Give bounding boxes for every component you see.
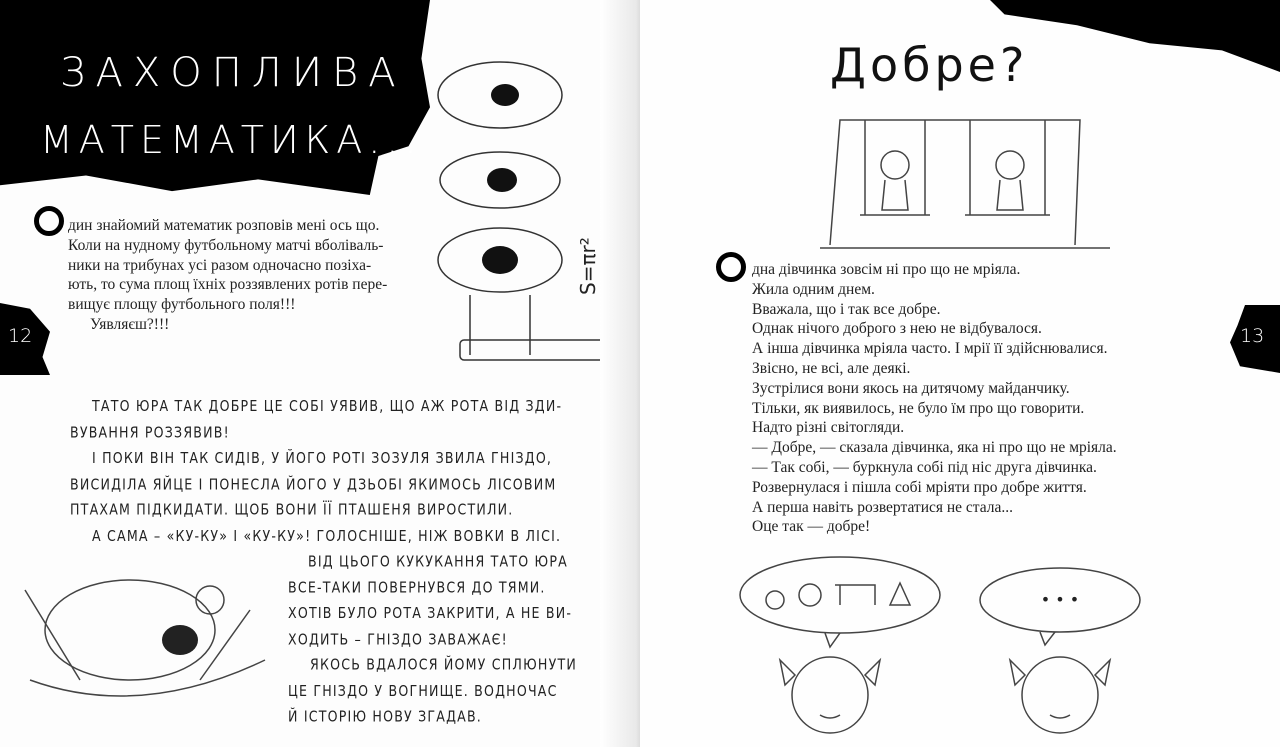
text-line: ЦЕ ГНІЗДО У ВОГНИЩЕ. ВОДНОЧАС (288, 682, 558, 700)
page-number: 13 (1240, 325, 1265, 347)
text-line: І ПОКИ ВІН ТАК СИДІВ, У ЙОГО РОТІ ЗОЗУЛЯ ЗВИЛА ГНІЗДО, (92, 449, 553, 468)
text-line: ники на трибунах усі разом одночасно позіха- (68, 256, 372, 274)
text-line: Зустрілися вони якось на дитячому майданчику. (752, 379, 1070, 397)
text-line: дин знайомий математик розповів мені ось що. (68, 217, 380, 234)
text-line: Надто різні світогляди. (752, 419, 905, 437)
text-line: Вважала, що і так все добре. (752, 300, 941, 318)
page-title-line1: ЗАХОПЛИВА (60, 50, 406, 96)
text-line: вищує площу футбольного поля!!! (68, 296, 296, 314)
text-line: Жила одним днем. (752, 280, 875, 298)
speech-bubble-dots: • • • (1040, 590, 1080, 609)
nest-head-illustration (20, 570, 270, 720)
text-line: ВСЕ-ТАКИ ПОВЕРНУВСЯ ДО ТЯМИ. (288, 578, 546, 597)
text-line: ВІД ЦЬОГО КУКУКАННЯ ТАТО ЮРА (308, 553, 568, 571)
text-line: Тільки, як виявилось, не було їм про що говорити. (752, 399, 1085, 417)
drop-cap-o (34, 206, 64, 236)
corner-ink-blob (990, 0, 1280, 72)
right-page (640, 0, 1280, 747)
text-line: ТАТО ЮРА ТАК ДОБРЕ ЦЕ СОБІ УЯВИВ, ЩО АЖ РОТА ВІД ЗДИ- (92, 398, 563, 416)
text-line: А САМА – «КУ-КУ» І «КУ-КУ»! ГОЛОСНІШЕ, НІЖ ВОВКИ В ЛІСІ. (92, 527, 562, 545)
text-line: ХОДИТЬ – ГНІЗДО ЗАВАЖАЄ! (288, 630, 508, 649)
text-line: ХОТІВ БУЛО РОТА ЗАКРИТИ, А НЕ ВИ- (288, 604, 573, 623)
text-line: Уявляєш?!!! (90, 315, 170, 333)
text-line: ЯКОСЬ ВДАЛОСЯ ЙОМУ СПЛЮНУТИ (310, 656, 577, 675)
page-number: 12 (8, 325, 33, 347)
text-line: Однак нічого доброго з нею не відбувалося. (752, 320, 1042, 338)
text-line: ВУВАННЯ РОЗЗЯВИВ! (70, 423, 230, 442)
girls-dreaming-illustration (735, 555, 1155, 747)
page-title: Добре? (830, 38, 1029, 92)
text-line: ють, то сума площ їхніх роззявлених ротів пере- (68, 276, 388, 294)
text-line: дна дівчинка зовсім ні про що не мріяла. (752, 261, 1021, 278)
text-line: — Так собі, — буркнула собі під ніс друга дівчинка. (752, 458, 1097, 476)
text-line: Розвернулася і пішла собі мріяти про добре життя. (752, 478, 1087, 496)
text-line: Оце так — добре! (752, 518, 871, 536)
formula: S=πr² (576, 237, 600, 295)
text-line: Й ІСТОРІЮ НОВУ ЗГАДАВ. (288, 708, 483, 726)
text-line: Коли на нудному футбольному матчі вболіваль- (68, 236, 384, 254)
text-line: ВИСИДІЛА ЯЙЦЕ І ПОНЕСЛА ЙОГО У ДЗЬОБІ ЯКИМОСЬ ЛІСОВИМ (70, 475, 557, 494)
text-line: А інша дівчинка мріяла часто. І мрії її здійснювалися. (752, 340, 1108, 358)
swings-illustration (820, 110, 1120, 250)
text-line: А перша навіть розвертатися не стала... (752, 498, 1014, 516)
text-line: Звісно, не всі, але деякі. (752, 359, 911, 377)
drop-cap-o (716, 252, 746, 282)
story-text (752, 260, 1117, 537)
text-line: ПТАХАМ ПІДКИДАТИ. ЩОБ ВОНИ ЇЇ ПТАШЕНЯ ВИРОСТИЛИ. (70, 501, 514, 520)
text-line: — Добре, — сказала дівчинка, яка ні про що не мріяла. (752, 439, 1117, 457)
intro-paragraph (68, 216, 387, 335)
page-title-line2: МАТЕМАТИКА... (40, 118, 423, 162)
title-ink-blob (0, 0, 430, 195)
